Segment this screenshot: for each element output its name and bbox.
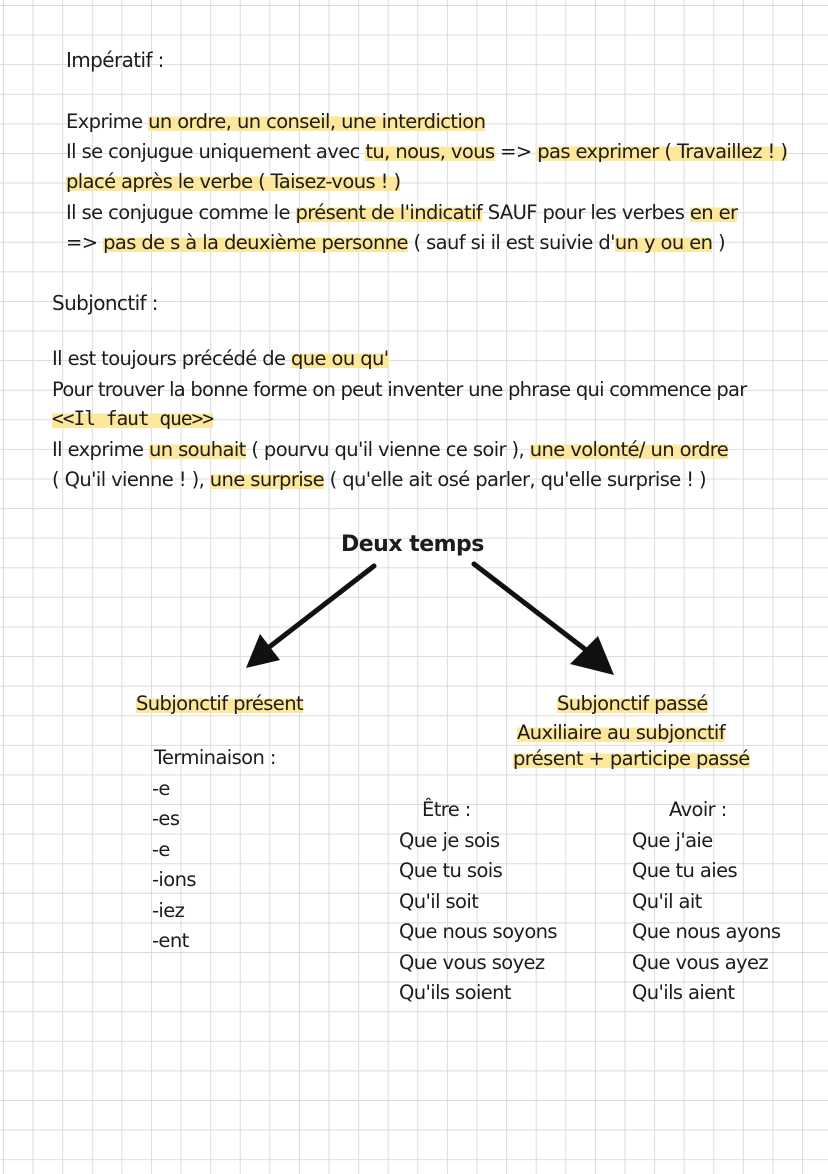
list-item: Que tu aies (632, 859, 738, 883)
text: SAUF pour les verbes (482, 201, 690, 224)
text: Il se conjugue uniquement avec (66, 140, 366, 163)
list-item: -e (152, 777, 170, 800)
list-item: -ent (152, 928, 189, 952)
text: ( pourvu qu'il vienne ce soir ), (245, 438, 530, 461)
list-item: Que nous soyons (399, 920, 557, 944)
highlight: Subjonctif passé (557, 692, 708, 715)
subjonctif-present-label (136, 691, 303, 717)
subjonctif-heading: Subjonctif : (52, 291, 158, 315)
highlight: un souhait (148, 438, 246, 461)
list-item: Que je sois (399, 829, 500, 852)
list-item: Que vous soyez (399, 950, 545, 974)
terminaison-list (152, 776, 196, 958)
text: ) (712, 231, 725, 254)
subjonctif-passe-sub-2 (513, 746, 750, 772)
list-item: -iez (152, 898, 185, 922)
highlight: pas de s à la deuxième personne (103, 231, 408, 254)
highlight: Subjonctif présent (136, 692, 303, 715)
right-arrow-icon (474, 564, 614, 675)
list-item: Que j'aie (632, 829, 713, 852)
list-item: Que tu sois (399, 859, 503, 883)
highlight: tu, nous, vous (365, 140, 495, 163)
subjonctif-passe-label (557, 691, 708, 717)
highlight: présent de l'indicatif (295, 201, 483, 224)
text: ( Qu'il vienne ! ), (52, 468, 210, 491)
list-item: Que vous ayez (632, 950, 769, 974)
text: Il est toujours précédé de (52, 347, 292, 370)
etre-list (399, 828, 557, 1010)
highlight: placé après le verbe ( Taisez-vous ! ) (66, 170, 401, 193)
highlight: une surprise (209, 468, 325, 491)
highlight: Auxiliaire au subjonctif (517, 721, 726, 744)
highlight: pas exprimer ( Travaillez ! ) (537, 140, 788, 163)
arrow-text: => (494, 140, 538, 163)
highlight: un y ou en (614, 231, 713, 254)
avoir-heading: Avoir : (669, 798, 727, 821)
list-item: Qu'il soit (399, 889, 479, 913)
left-arrow-icon (246, 566, 374, 668)
etre-heading: Être : (422, 798, 471, 821)
highlight: une volonté/ un ordre (529, 438, 729, 461)
avoir-list (632, 828, 780, 1010)
highlight: <<Il faut que>> (52, 407, 214, 430)
list-item: Qu'il ait (632, 889, 702, 913)
list-item: Qu'ils soient (399, 980, 511, 1004)
text: Il exprime (52, 438, 149, 461)
highlight: présent + participe passé (513, 747, 750, 770)
subjonctif-line-2: Pour trouver la bonne forme on peut inventer une phrase qui commence par (52, 378, 747, 401)
highlight: un ordre, un conseil, une interdiction (148, 110, 486, 133)
diagram-title: Deux temps (341, 532, 484, 557)
highlight: en er (689, 201, 738, 224)
list-item: Que nous ayons (632, 920, 781, 944)
subjonctif-passe-sub-1 (517, 720, 725, 746)
list-item: -es (152, 807, 180, 831)
list-item: -e (152, 837, 170, 861)
imperatif-heading: Impératif : (66, 48, 164, 72)
text: ( qu'elle ait osé parler, qu'elle surprise ! ) (324, 468, 707, 491)
highlight: que ou qu' (291, 347, 389, 370)
text: ( sauf si il est suivie d' (407, 231, 615, 254)
text: Exprime (66, 110, 149, 133)
text: => (66, 231, 104, 254)
terminaison-heading: Terminaison : (154, 746, 276, 769)
list-item: -ions (152, 868, 196, 892)
list-item: Qu'ils aient (632, 980, 735, 1004)
text: Il se conjugue comme le (66, 201, 296, 224)
